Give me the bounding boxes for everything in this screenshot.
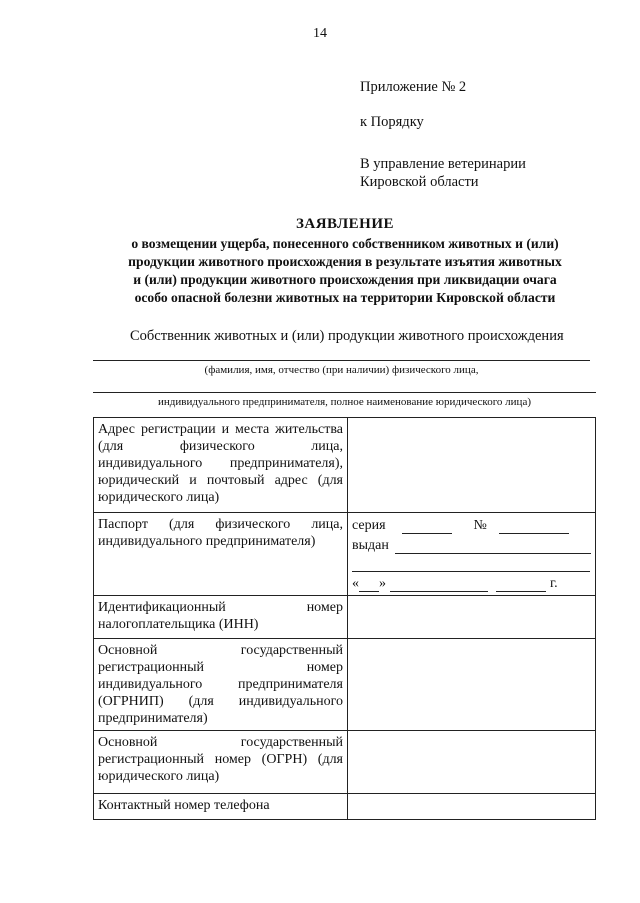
passport-series-label: серия: [352, 518, 386, 533]
subtitle-line-2: продукции животного происхождения в результате изъятия животных: [128, 254, 562, 269]
passport-issued-field[interactable]: [395, 539, 591, 554]
passport-day-field[interactable]: [359, 577, 379, 592]
table-row: [94, 596, 596, 639]
phone-field[interactable]: [348, 794, 596, 820]
owner-name-field-1[interactable]: [93, 360, 590, 361]
passport-year-field[interactable]: [496, 577, 546, 592]
subtitle-line-4: особо опасной болезни животных на территории Кировской области: [134, 290, 556, 305]
passport-date-row: [352, 574, 591, 592]
owner-label: Собственник животных и (или) продукции животного происхождения: [130, 328, 564, 344]
owner-name-field-2[interactable]: [93, 392, 596, 393]
page-number: 14: [313, 26, 327, 41]
address-label: Адрес регистрации и места жительства (для физического лица, индивидуального предпринимателя), юридический и почтовый адрес (для юридического лица): [94, 418, 348, 513]
passport-label: Паспорт (для физического лица, индивидуального предпринимателя): [94, 513, 348, 596]
phone-label: Контактный номер телефона: [94, 794, 348, 820]
owner-hint-1: (фамилия, имя, отчество (при наличии) физического лица,: [204, 364, 479, 376]
address-field[interactable]: [348, 418, 596, 513]
passport-issued-row-2: [352, 554, 591, 572]
ogrn-label: Основной государственный регистрационный номер (ОГРН) (для юридического лица): [94, 731, 348, 794]
ogrnip-field[interactable]: [348, 639, 596, 731]
subtitle-line-3: и (или) продукции животного происхождения при ликвидации очага: [133, 272, 557, 287]
passport-number-field[interactable]: [499, 519, 569, 534]
passport-issued-field-2[interactable]: [352, 557, 590, 572]
ogrn-field[interactable]: [348, 731, 596, 794]
passport-number-label: №: [473, 518, 487, 533]
passport-series-row: [352, 516, 591, 534]
appendix-to: к Порядку: [360, 114, 424, 130]
document-subtitle: [95, 235, 595, 307]
ogrnip-label: Основной государственный регистрационный номер индивидуального предпринимателя (ОГРНИП) (для индивидуального предпринимателя): [94, 639, 348, 731]
passport-year-label: г.: [550, 576, 558, 591]
passport-quote-open: «: [352, 576, 359, 591]
inn-field[interactable]: [348, 596, 596, 639]
table-row: [94, 418, 596, 513]
inn-label: Идентификационный номер налогоплательщика (ИНН): [94, 596, 348, 639]
passport-issued-row: [352, 536, 591, 554]
table-row: [94, 639, 596, 731]
passport-issued-label: выдан: [352, 538, 389, 553]
passport-quote-close: »: [379, 576, 386, 591]
addressee-line-1: В управление ветеринарии: [360, 156, 526, 172]
passport-month-field[interactable]: [390, 577, 488, 592]
owner-hint-2: индивидуального предпринимателя, полное наименование юридического лица): [158, 396, 531, 408]
passport-series-field[interactable]: [402, 519, 452, 534]
table-row: [94, 731, 596, 794]
table-row: [94, 794, 596, 820]
table-row: [94, 513, 596, 596]
subtitle-line-1: о возмещении ущерба, понесенного собственником животных и (или): [131, 236, 559, 251]
passport-fields: [348, 513, 596, 596]
addressee-line-2: Кировской области: [360, 174, 479, 190]
document-title: ЗАЯВЛЕНИЕ: [295, 216, 395, 232]
applicant-details-table: [93, 417, 596, 820]
appendix-title: Приложение № 2: [360, 79, 467, 95]
